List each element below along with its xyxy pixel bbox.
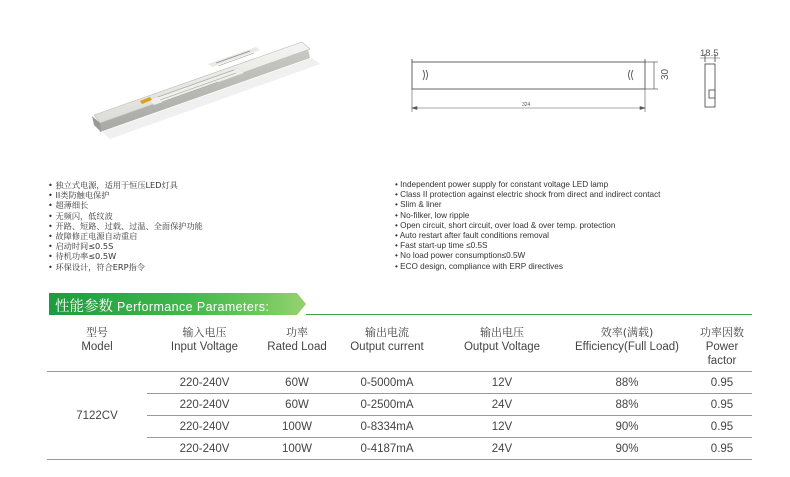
- table-cell: 12V: [442, 372, 562, 394]
- depth-dimension: 18.5: [700, 48, 719, 59]
- table-cell: 100W: [262, 438, 332, 460]
- section-title-cn: 性能参数: [55, 299, 113, 315]
- section-header-arrow: [297, 293, 306, 315]
- end-view: [700, 54, 720, 107]
- length-dimension: 324: [522, 102, 531, 108]
- feature-cn-item: • II类防触电保护: [48, 190, 203, 200]
- table-cell: 0.95: [692, 372, 752, 394]
- table-cell: 220-240V: [147, 372, 262, 394]
- table-row: [47, 394, 752, 416]
- header-output-current: 输出电流 Output current: [332, 320, 442, 372]
- feature-en-item: • Fast start-up time ≤0.5S: [395, 241, 660, 251]
- section-header: [49, 293, 306, 315]
- table-cell: 0-2500mA: [332, 394, 442, 416]
- table-cell: 24V: [442, 438, 562, 460]
- feature-en-item: • ECO design, compliance with ERP directives: [395, 262, 660, 272]
- feature-en-item: • No load power consumption≤0.5W: [395, 251, 660, 261]
- table-cell: 0-8334mA: [332, 416, 442, 438]
- header-efficiency: 效率(满载) Efficiency(Full Load): [562, 320, 692, 372]
- table-cell: 100W: [262, 416, 332, 438]
- feature-cn-item: • 开路、短路、过载、过温、全面保护功能: [48, 221, 203, 231]
- feature-cn-item: • 超薄细长: [48, 200, 203, 210]
- feature-en-item: • Class II protection against electric shock from direct and indirect contact: [395, 190, 660, 200]
- features-cn-list: [48, 180, 203, 272]
- table-cell: 60W: [262, 372, 332, 394]
- table-cell: 0.95: [692, 394, 752, 416]
- feature-cn-item: • 独立式电源，适用于恒压LED灯具: [48, 180, 203, 190]
- table-cell: 88%: [562, 372, 692, 394]
- table-cell: 88%: [562, 394, 692, 416]
- table-cell: 90%: [562, 438, 692, 460]
- table-cell: 0.95: [692, 416, 752, 438]
- table-cell: 60W: [262, 394, 332, 416]
- table-cell: 220-240V: [147, 416, 262, 438]
- feature-cn-item: • 启动时间≤0.5S: [48, 241, 203, 251]
- feature-en-item: • No-filker, low ripple: [395, 211, 660, 221]
- section-title-en: Performance Parameters:: [117, 300, 270, 314]
- dimension-drawing: [392, 46, 732, 136]
- table-cell: 90%: [562, 416, 692, 438]
- feature-cn-item: • 无频闪，低纹波: [48, 211, 203, 221]
- header-power-factor: 功率因数 Power factor: [692, 320, 752, 372]
- table-cell: 0.95: [692, 438, 752, 460]
- feature-en-item: • Slim & liner: [395, 200, 660, 210]
- feature-en-item: • Open circuit, short circuit, over load & over temp. protection: [395, 221, 660, 231]
- header-model: 型号 Model: [47, 320, 147, 372]
- table-cell: 0-4187mA: [332, 438, 442, 460]
- height-dimension: 30: [660, 68, 671, 80]
- model-cell: 7122CV: [47, 372, 147, 460]
- feature-en-item: • Auto restart after fault conditions removal: [395, 231, 660, 241]
- table-row: [47, 416, 752, 438]
- table-cell: 220-240V: [147, 394, 262, 416]
- feature-cn-item: • 故障修正电源自动重启: [48, 231, 203, 241]
- product-photo: [88, 36, 323, 146]
- performance-table: [47, 320, 752, 460]
- features-en-list: [395, 180, 660, 272]
- feature-cn-item: • 待机功率≤0.5W: [48, 251, 203, 261]
- table-row: [47, 372, 752, 394]
- section-title: [55, 295, 269, 316]
- feature-en-item: • Independent power supply for constant voltage LED lamp: [395, 180, 660, 190]
- header-rated-load: 功率 Rated Load: [262, 320, 332, 372]
- table-cell: 12V: [442, 416, 562, 438]
- section-divider: [306, 314, 752, 315]
- table-header-row: [47, 320, 752, 372]
- table-cell: 0-5000mA: [332, 372, 442, 394]
- header-output-voltage: 输出电压 Output Voltage: [442, 320, 562, 372]
- table-cell: 220-240V: [147, 438, 262, 460]
- feature-cn-item: • 环保设计，符合ERP指令: [48, 262, 203, 272]
- front-view: [412, 59, 645, 89]
- table-cell: 24V: [442, 394, 562, 416]
- header-input-voltage: 输入电压 Input Voltage: [147, 320, 262, 372]
- table-row: [47, 438, 752, 460]
